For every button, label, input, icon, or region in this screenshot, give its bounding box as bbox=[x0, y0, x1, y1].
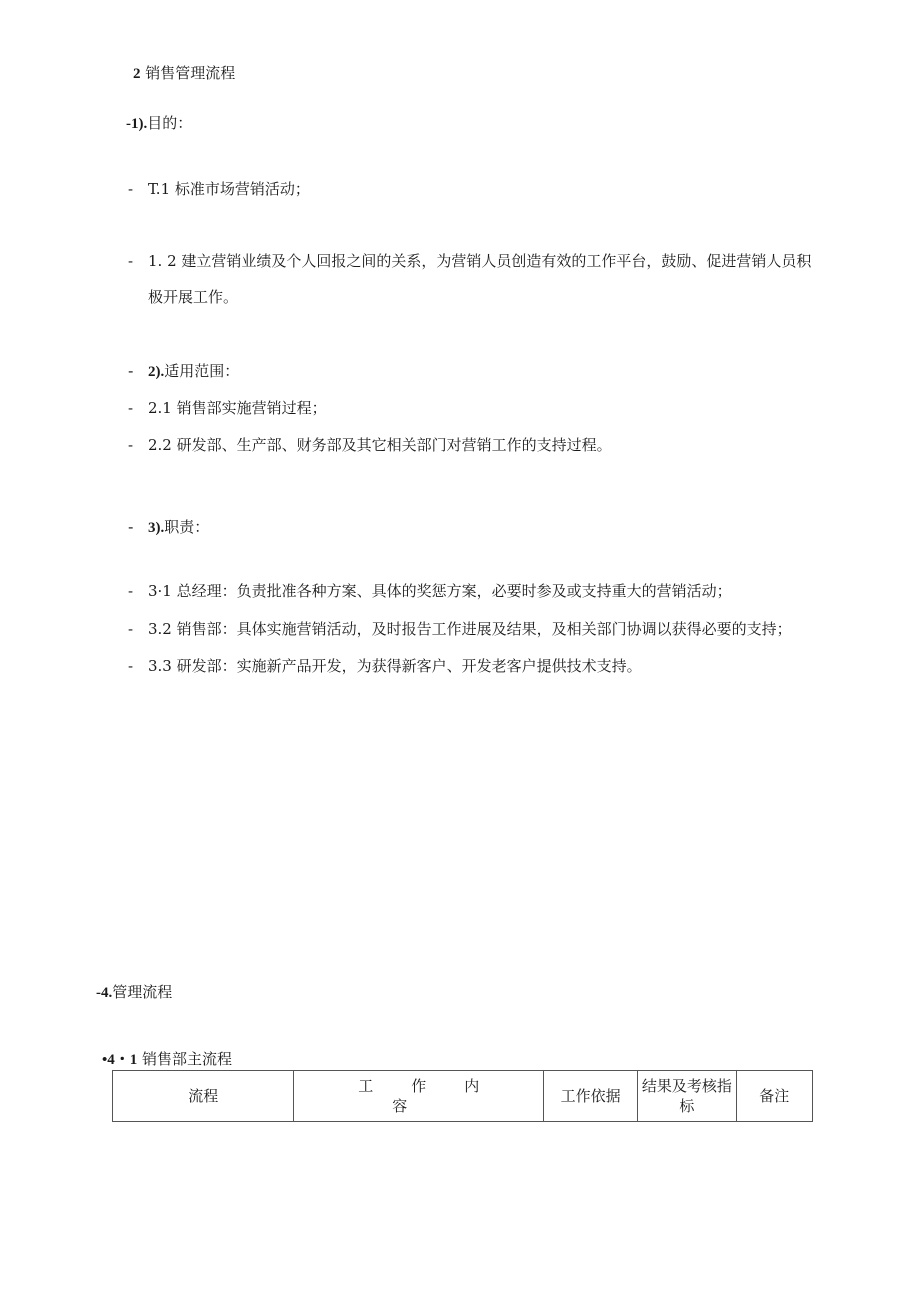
purpose-heading-text: 目的： bbox=[147, 114, 193, 132]
header-work-basis: 工作依据 bbox=[543, 1071, 637, 1122]
purpose-item-2-text: 1. 2 建立营销业绩及个人回报之间的关系，为营销人员创造有效的工作平台，鼓励、促进营销人员积 bbox=[148, 252, 812, 270]
purpose-item-1 bbox=[128, 179, 310, 199]
sales-process-table bbox=[112, 1070, 813, 1122]
purpose-item-2 bbox=[128, 251, 811, 271]
scope-heading bbox=[128, 361, 239, 382]
purpose-item-1-text: T.1 标准市场营销活动； bbox=[148, 180, 310, 198]
scope-heading-number: 2). bbox=[148, 364, 165, 380]
list-dash: - bbox=[128, 180, 134, 198]
scope-item-1 bbox=[128, 398, 327, 418]
scope-item-2 bbox=[128, 435, 612, 455]
duties-heading-text: 职责： bbox=[164, 518, 210, 536]
title-number: 2 bbox=[133, 66, 141, 82]
process-subheading-text: 销售部主流程 bbox=[142, 1050, 233, 1068]
header-work-content-label: 工作内容 bbox=[358, 1077, 518, 1115]
duties-item-1 bbox=[128, 581, 732, 601]
duties-item-2-text: 3.2 销售部：具体实施营销活动，及时报告工作进展及结果，及相关部门协调以获得必要的支持； bbox=[148, 620, 792, 638]
header-work-content bbox=[294, 1071, 544, 1122]
purpose-heading bbox=[126, 113, 192, 134]
header-result-kpi: 结果及考核指标 bbox=[638, 1071, 736, 1122]
duties-item-2 bbox=[128, 619, 792, 639]
list-dash: - bbox=[128, 252, 134, 270]
scope-heading-text: 适用范围： bbox=[164, 362, 240, 380]
purpose-item-2-continuation: 极开展工作。 bbox=[148, 288, 239, 306]
table-header-row bbox=[113, 1071, 813, 1122]
header-remarks: 备注 bbox=[736, 1071, 812, 1122]
list-dash: - bbox=[128, 362, 134, 380]
header-process: 流程 bbox=[113, 1071, 294, 1122]
list-dash: - bbox=[128, 436, 134, 454]
duties-heading-number: 3). bbox=[148, 520, 165, 536]
list-dash: - bbox=[128, 582, 134, 600]
process-subheading bbox=[102, 1049, 232, 1070]
purpose-heading-number: -1). bbox=[126, 116, 148, 132]
scope-item-2-text: 2.2 研发部、生产部、财务部及其它相关部门对营销工作的支持过程。 bbox=[148, 436, 612, 454]
process-heading-number: -4. bbox=[96, 985, 113, 1001]
duties-item-3-text: 3.3 研发部：实施新产品开发，为获得新客户、开发老客户提供技术支持。 bbox=[148, 657, 642, 675]
duties-heading bbox=[128, 517, 209, 538]
list-dash: - bbox=[128, 399, 134, 417]
page-title bbox=[133, 63, 235, 84]
process-heading bbox=[96, 982, 172, 1003]
scope-item-1-text: 2.1 销售部实施营销过程； bbox=[148, 399, 327, 417]
duties-item-3 bbox=[128, 656, 642, 676]
list-dash: - bbox=[128, 518, 134, 536]
process-subheading-number: •4・1 bbox=[102, 1052, 138, 1068]
title-text: 销售管理流程 bbox=[145, 64, 236, 82]
duties-item-1-text: 3·1 总经理：负责批准各种方案、具体的奖惩方案，必要时参及或支持重大的营销活动； bbox=[148, 582, 732, 600]
list-dash: - bbox=[128, 620, 134, 638]
process-heading-text: 管理流程 bbox=[112, 983, 173, 1001]
list-dash: - bbox=[128, 657, 134, 675]
